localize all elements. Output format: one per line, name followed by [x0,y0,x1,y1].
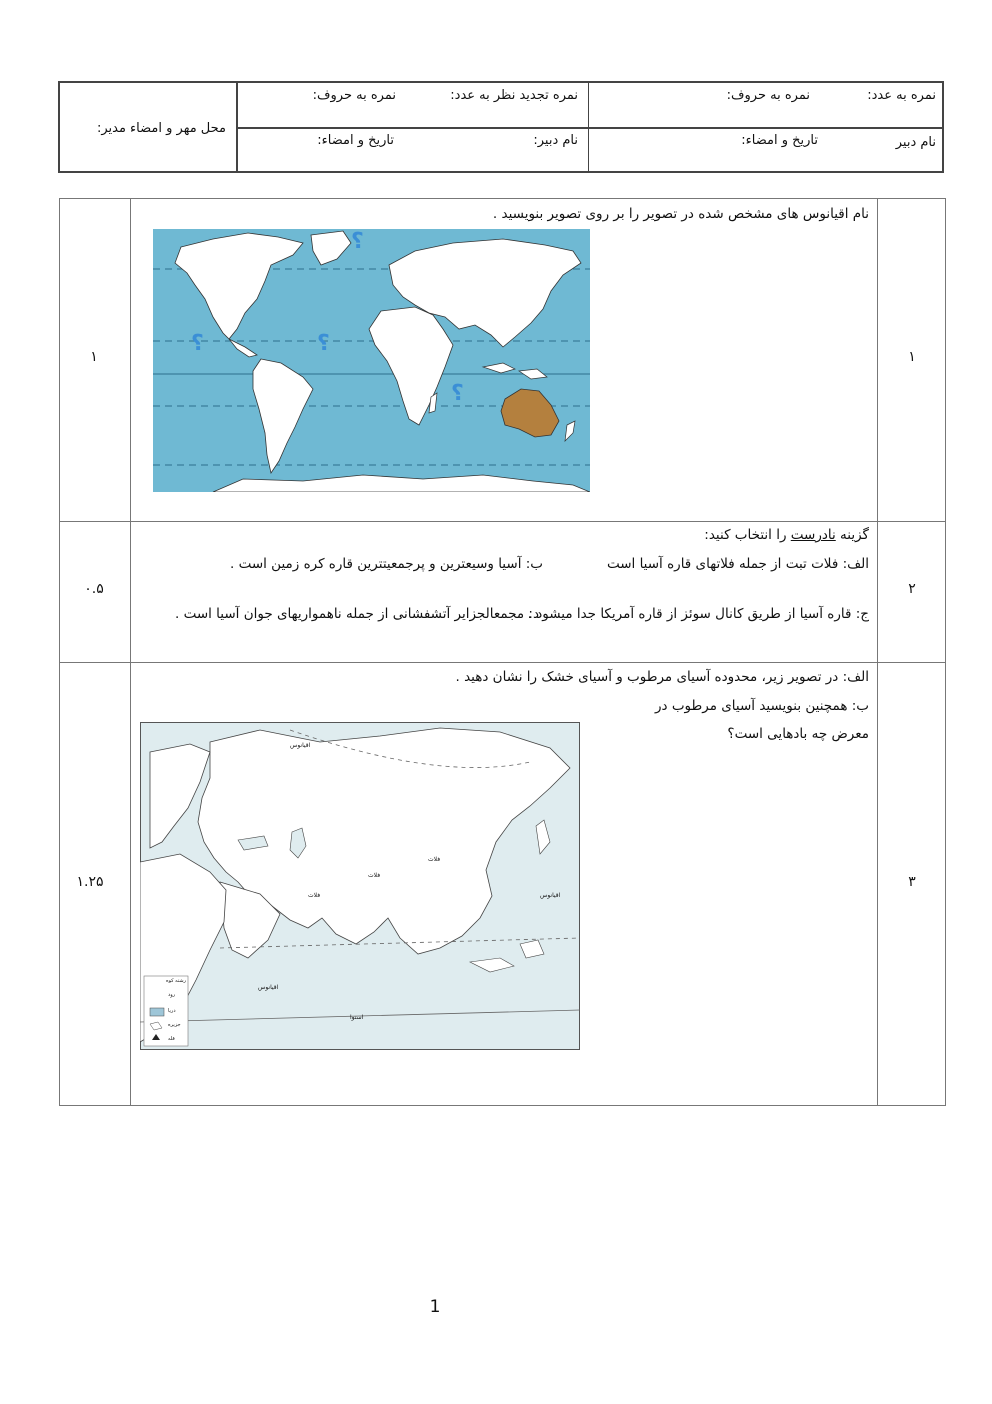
question-score: ۰.۵ [84,581,104,597]
question-line-1: الف: در تصویر زیر، محدوده آسیای مرطوب و آسیای خشک را نشان دهید . [455,669,869,685]
asia-map [140,722,580,1050]
question-mark-north: ؟ [351,229,364,254]
legend-peak: قله [168,1036,175,1042]
revised-grade-number-label: نمره تجدید نظر به عدد: [450,88,578,103]
question-prompt: گزینه نادرست را انتخاب کنید: [704,527,869,543]
question-number: ۳ [908,874,916,890]
option-d: د: مجمعالجزایر آتشفشانی از جمله ناهمواریهای جوان آسیا است . [174,606,539,622]
label-ocean-north: اقیانوس [290,742,311,749]
question-score: ۱.۲۵ [76,874,104,890]
revised-teacher-label: نام دبیر: [533,133,578,148]
legend-mountains: رشته کوه [166,978,186,984]
question-mark-west: ؟ [191,331,204,356]
option-c: ج: قاره آسیا از طریق کانال سوئز از قاره آمریکا جدا میشود . [527,606,869,622]
world-map [153,229,590,492]
question-line-2: ب: همچنین بنویسید آسیای مرطوب در [655,698,869,714]
legend-sea: دریا [168,1008,176,1014]
legend-island: جزیره [168,1022,181,1028]
world-map-graphic [153,229,590,492]
grade-header-table [58,81,944,173]
label-plateau-2: فلات [368,872,381,879]
label-plateau-1: فلات [428,856,441,863]
legend-river: رود [168,992,176,998]
underlined-word: نادرست [790,527,836,543]
question-number: ۱ [908,349,916,365]
grade-letters-label: نمره به حروف: [726,88,810,103]
label-equator: استوا [350,1014,364,1021]
question-mark-indian: ؟ [451,381,464,406]
label-plateau-3: فلات [308,892,321,899]
principal-seal-label: محل مهر و امضاء مدیر: [96,121,226,136]
grade-number-label: نمره به عدد: [867,88,936,103]
question-text: نام اقیانوس های مشخص شده در تصویر را بر روی تصویر بنویسید . [492,206,869,222]
asia-map-graphic [140,722,580,1050]
question-line-3: معرض چه بادهایی است؟ [727,726,869,742]
date-sign-label: تاریخ و امضاء: [741,133,818,148]
question-score: ۱ [90,349,98,365]
option-a: الف: فلات تبت از جمله فلاتهای قاره آسیا است [606,556,869,572]
page-number: 1 [429,1297,441,1317]
label-ocean-east: اقیانوس [540,892,561,899]
revised-grade-letters-label: نمره به حروف: [312,88,396,103]
teacher-name-label: نام دبیر [895,135,936,150]
revised-date-sign-label: تاریخ و امضاء: [317,133,394,148]
question-number: ۲ [908,581,916,597]
option-b: ب: آسیا وسیعترین و پرجمعیتترین قاره کره زمین است . [229,556,543,572]
label-ocean-south: اقیانوس [258,984,279,991]
question-mark-atlantic: ؟ [317,331,330,356]
